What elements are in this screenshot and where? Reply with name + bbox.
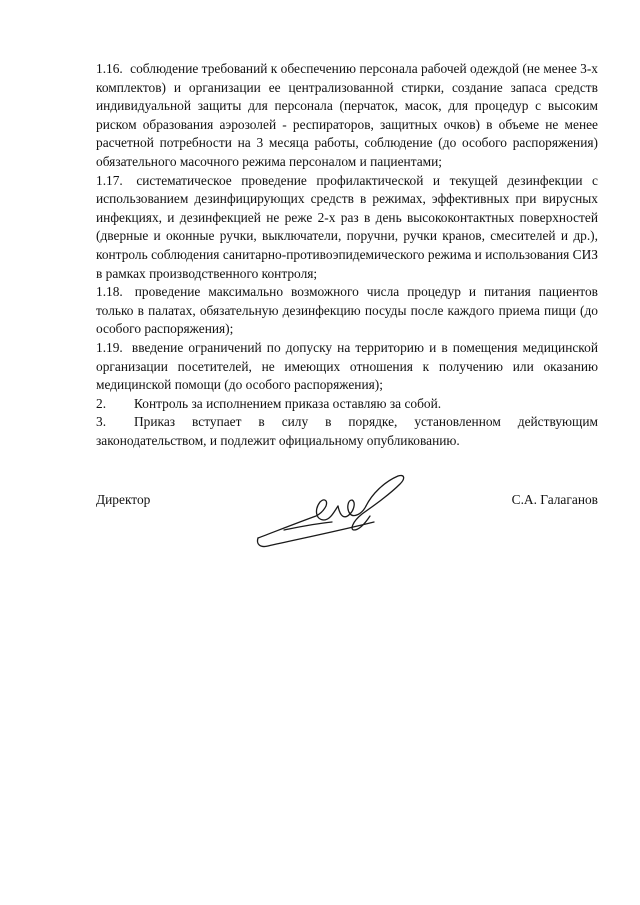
paragraph-text: введение ограничений по допуску на территорию и в помещения медицинской организации посетителей, не имеющих отношения к получению или оказанию медицинской помощи (до особого распоряжения); [96,339,598,393]
paragraph-number: 3. [96,414,107,430]
paragraph-number: 1.17. [96,172,123,188]
handwritten-signature [254,472,424,562]
paragraph-number: 1.16. [96,61,123,76]
paragraph-3 [96,413,598,450]
document-body [96,60,598,450]
paragraph-text: Контроль за исполнением приказа оставляю за собой. [134,395,442,411]
paragraph-1-19 [96,339,598,395]
paragraph-1-18 [96,283,598,339]
paragraph-1-16 [96,60,598,172]
paragraph-2 [96,395,598,414]
paragraph-number: 1.19. [96,339,123,355]
paragraph-text: соблюдение требований к обеспечению персонала рабочей одеждой (не менее 3-х комплектов) и организации ее централизованной стирки, создание запаса средств индивидуальной защиты для персонала (перчаток, масок, для процедур с высоким риском образования аэрозолей - респираторов, защитных очков) в объеме не менее расчетной потребности на 3 месяца работы, соблюдение (до особого распоряжения) обязательного масочного режима персоналом и пациентами; [96,61,598,169]
signatory-name: С.А. Галаганов [511,492,598,507]
paragraph-number: 2. [96,395,107,411]
signatory-title: Директор [96,492,151,507]
paragraph-text: систематическое проведение профилактической и текущей дезинфекции с использованием дезинфицирующих средств в режимах, эффективных при вирусных инфекциях, и дезинфекцией не реже 2-х раз в день высококонтактных поверхностей (дверные и оконные ручки, выключатели, поручни, ручки кранов, смесителей и др.), контроль соблюдения санитарно-противоэпидемического режима и использования СИЗ в рамках производственного контроля; [96,172,598,281]
paragraph-number: 1.18. [96,284,123,300]
paragraph-1-17 [96,172,598,284]
paragraph-text: проведение максимально возможного числа процедур и питания пациентов только в палатах, обязательную дезинфекцию посуды после каждого приема пищи (до особого распоряжения); [96,284,598,337]
paragraph-text: Приказ вступает в силу в порядке, установленном действующим законодательством, и подлежит официальному опубликованию. [96,414,598,448]
signature-block [96,492,598,552]
